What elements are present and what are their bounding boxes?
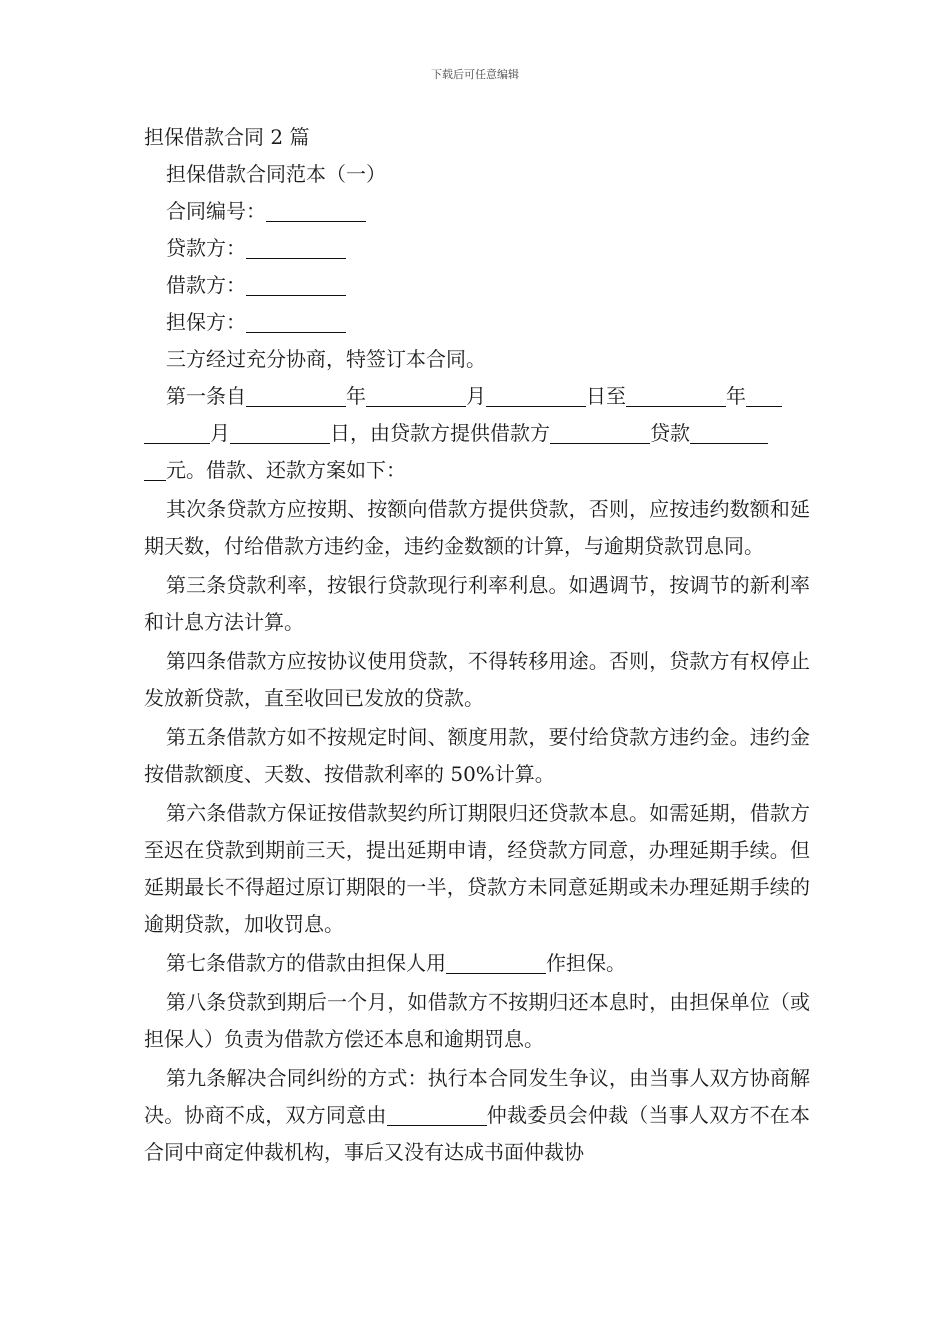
article-6: 第六条借款方保证按借款契约所订期限归还贷款本息。如需延期，借款方至迟在贷款到期前三天，提出延期申请，经贷款方同意，办理延期手续。但延期最长不得超过原订期限的一半，贷款方未同意延期或未办理延期手续的逾期贷款，加收罚息。 <box>144 801 810 936</box>
document-body <box>144 118 810 1173</box>
article-text: 元。借款、还款方案如下： <box>166 458 406 482</box>
fill-blank <box>690 423 768 444</box>
field-contract-number <box>144 193 810 230</box>
fill-blank <box>246 312 346 333</box>
field-label: 担保方： <box>166 310 246 334</box>
fill-blank <box>486 386 586 407</box>
fill-blank <box>144 460 166 481</box>
fill-blank <box>446 953 546 974</box>
field-label: 合同编号： <box>166 199 266 223</box>
fill-blank <box>550 423 650 444</box>
article-text: 年 <box>726 384 746 408</box>
page-header-note: 下载后可任意编辑 <box>431 68 519 81</box>
field-label: 借款方： <box>166 273 246 297</box>
fill-blank <box>746 386 782 407</box>
field-borrower <box>144 267 810 304</box>
fill-blank <box>144 423 210 444</box>
article-3: 第三条贷款利率，按银行贷款现行利率利息。如遇调节，按调节的新利率和计息方法计算。 <box>144 573 810 634</box>
article-7 <box>144 945 810 982</box>
article-text: 月 <box>210 421 230 445</box>
field-lender <box>144 230 810 267</box>
article-text: 贷款 <box>650 421 690 445</box>
article-text: 日至 <box>586 384 626 408</box>
field-guarantor <box>144 304 810 341</box>
fill-blank <box>366 386 466 407</box>
field-label: 贷款方： <box>166 236 246 260</box>
article-8: 第八条贷款到期后一个月，如借款方不按期归还本息时，由担保单位（或担保人）负责为借款方偿还本息和逾期罚息。 <box>144 990 810 1051</box>
intro-line: 三方经过充分协商，特签订本合同。 <box>166 347 486 371</box>
fill-blank <box>266 201 366 222</box>
fill-blank <box>230 423 330 444</box>
article-text: 第九条解决合同纠纷的方式：执行本合同发生争议，由当事人双方协商解决。协商不成，双方同意由 <box>144 1066 810 1127</box>
article-4: 第四条借款方应按协议使用贷款，不得转移用途。否则，贷款方有权停止发放新贷款，直至收回已发放的贷款。 <box>144 649 810 710</box>
article-text: 年 <box>346 384 366 408</box>
fill-blank <box>626 386 726 407</box>
fill-blank <box>246 386 346 407</box>
fill-blank <box>246 275 346 296</box>
article-1 <box>144 378 810 489</box>
fill-blank <box>246 238 346 259</box>
article-text: 仲裁委员会仲裁（当事人双方不在本合同中商定仲裁机构，事后又没有达成书面仲裁协 <box>144 1103 811 1164</box>
article-text: 第一条自 <box>166 384 246 408</box>
article-2: 其次条贷款方应按期、按额向借款方提供贷款，否则，应按违约数额和延期天数，付给借款方违约金，违约金数额的计算，与逾期贷款罚息同。 <box>144 497 810 558</box>
fill-blank <box>387 1105 487 1126</box>
article-5: 第五条借款方如不按规定时间、额度用款，要付给贷款方违约金。违约金按借款额度、天数、按借款利率的 50%计算。 <box>144 725 810 786</box>
article-text: 作担保。 <box>546 951 626 975</box>
article-text: 第七条借款方的借款由担保人用 <box>166 951 446 975</box>
document-subtitle: 担保借款合同范本（一） <box>166 162 386 186</box>
document-title: 担保借款合同 2 篇 <box>144 125 310 149</box>
article-text: 月 <box>466 384 486 408</box>
article-text: 日，由贷款方提供借款方 <box>330 421 550 445</box>
article-9 <box>144 1060 810 1171</box>
